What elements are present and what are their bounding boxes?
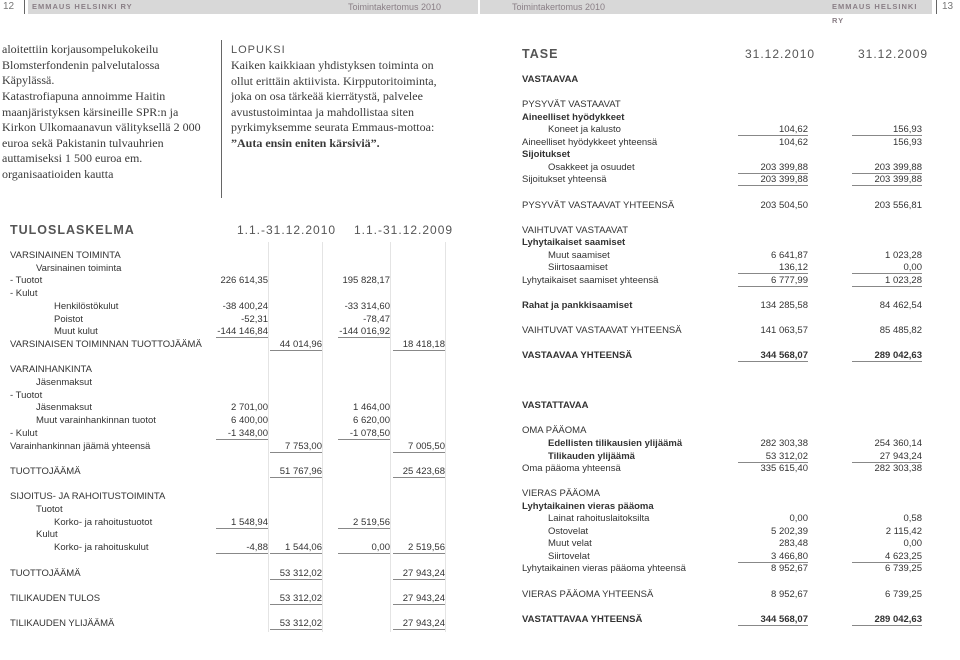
income-row-value: 7 753,00	[270, 441, 322, 453]
balance-title: TASE	[522, 47, 559, 61]
income-row-value: 2 519,56	[338, 517, 390, 529]
balance-row-label: VASTAAVAA	[522, 74, 579, 85]
balance-row-label: Rahat ja pankkisaamiset	[522, 299, 633, 311]
intro-paragraph-2: Katastrofiapuna annoimme Haitin maanjäristyksen kärsineille SPR:n ja Kirkon Ulkomaanavun välityksellä 2 000 euroa sekä Pakistanin tulvauhrien auttamiseksi 1 500 euroa em. organisaatioiden kautta	[2, 89, 201, 181]
balance-row-value-2009: 289 042,63	[852, 614, 922, 626]
income-row-label: VARSINAINEN TOIMINTA	[10, 250, 121, 261]
income-row-value: 27 943,24	[393, 568, 445, 580]
income-row-value: -38 400,24	[222, 300, 268, 312]
income-row-label: VARAINHANKINTA	[10, 364, 92, 376]
balance-row-label: Muut saamiset	[548, 249, 610, 261]
income-row-value: 7 005,50	[393, 441, 445, 453]
balance-row-value-2010: 141 063,57	[760, 325, 808, 336]
balance-row-label: Lyhytaikainen vieras pääoma yhteensä	[522, 563, 686, 575]
balance-row-value-2009: 6 739,25	[885, 588, 922, 600]
income-grid-line	[322, 242, 323, 632]
income-row-label: Tuotot	[36, 504, 63, 515]
income-row-value: -4,88	[216, 542, 268, 554]
income-row-label: - Kulut	[10, 288, 38, 300]
balance-row-value-2010: 283,48	[778, 538, 808, 550]
income-row-value: -144 016,92	[339, 326, 390, 338]
income-row-label: SIJOITUS- JA RAHOITUSTOIMINTA	[10, 491, 166, 503]
income-row-value: -33 314,60	[344, 300, 390, 312]
income-row-value: 27 943,24	[393, 618, 445, 630]
balance-row-label: PYSYVÄT VASTAAVAT	[522, 99, 621, 111]
income-row-label: - Tuotot	[10, 275, 43, 287]
balance-row-value-2009: 85 485,82	[879, 325, 922, 336]
right-header-title: Toimintakertomus 2010	[512, 2, 606, 12]
income-grid-line	[390, 242, 391, 632]
income-row-label: Henkilöstökulut	[54, 300, 119, 312]
balance-row-value-2009: 1 023,28	[885, 249, 922, 261]
balance-row-label: OMA PÄÄOMA	[522, 425, 587, 437]
balance-row-value-2009: 0,00	[903, 538, 922, 550]
balance-row-value-2010: 136,12	[738, 262, 808, 274]
balance-row-value-2009: 203 399,88	[852, 174, 922, 186]
right-page-number: 13	[942, 1, 954, 12]
income-title: TULOSLASKELMA	[10, 223, 135, 237]
income-row-value: 0,00	[338, 542, 390, 554]
page-number-separator	[24, 0, 25, 14]
income-row-label: Muut kulut	[54, 326, 98, 338]
balance-row-value-2010: 5 202,39	[771, 525, 808, 537]
income-row-label: Korko- ja rahoitustuotot	[54, 516, 153, 528]
balance-row-label: Sijoitukset yhteensä	[522, 174, 607, 186]
balance-row-label: Lainat rahoituslaitoksilta	[548, 513, 650, 525]
income-grid-line	[445, 242, 446, 632]
balance-row-label: VASTAAVAA YHTEENSÄ	[522, 350, 633, 362]
balance-row-label: Lyhytaikainen vieras pääoma	[522, 500, 654, 512]
balance-row-label: Aineelliset hyödykkeet yhteensä	[522, 136, 658, 148]
income-row-value: 1 548,94	[216, 517, 268, 529]
left-page-number: 12	[3, 1, 15, 12]
income-grid-line	[268, 242, 269, 632]
balance-row-value-2010: 8 952,67	[771, 563, 808, 575]
income-row-value: -78,47	[363, 313, 390, 325]
balance-row-value-2009: 0,00	[852, 262, 922, 274]
column-divider	[221, 40, 222, 198]
balance-row-label: Ostovelat	[548, 525, 589, 537]
income-row-label: Poistot	[54, 313, 84, 325]
balance-row-value-2010: 53 312,02	[738, 451, 808, 463]
balance-row-label: Sijoitukset	[522, 149, 571, 161]
income-row-label: TILIKAUDEN YLIJÄÄMÄ	[10, 618, 115, 630]
income-row-label: TUOTTOJÄÄMÄ	[10, 567, 81, 579]
balance-row-value-2009: 4 623,25	[852, 551, 922, 563]
income-row-value: 53 312,02	[270, 618, 322, 630]
income-row-value: 1 464,00	[353, 402, 390, 414]
income-row-value: 6 620,00	[353, 415, 390, 427]
left-header-brand: EMMAUS HELSINKI RY	[32, 2, 133, 11]
income-row-label: TILIKAUDEN TULOS	[10, 592, 101, 604]
balance-row-value-2010: 344 568,07	[738, 350, 808, 362]
balance-row-label: VIERAS PÄÄOMA	[522, 488, 601, 500]
closing-body: Kaiken kaikkiaan yhdistyksen toiminta on ollut erittäin aktiivista. Kirpputoritoiminta, joka on osa tärkeää kierrätystä, palvelee avustustoimintaa ja mahdollistaa siten pyrkimyksemme seurata Emmaus-mottoa:	[231, 58, 437, 135]
income-row-label: Jäsenmaksut	[36, 402, 92, 414]
balance-row-label: Koneet ja kalusto	[548, 124, 621, 136]
balance-row-value-2010: 203 504,50	[760, 199, 808, 211]
closing-motto: ”Auta ensin eniten kärsiviä”.	[231, 135, 380, 150]
balance-row-value-2009: 6 739,25	[885, 563, 922, 575]
balance-row-value-2009: 27 943,24	[852, 451, 922, 463]
balance-row-value-2010: 134 285,58	[760, 299, 808, 311]
income-col-2009: 1.1.-31.12.2009	[354, 223, 454, 237]
balance-row-label: Oma pääoma yhteensä	[522, 463, 621, 475]
balance-row-value-2010: 104,62	[778, 136, 808, 148]
income-row-value: 2 519,56	[393, 542, 445, 554]
income-row-value: 53 312,02	[270, 568, 322, 580]
income-row-value: -52,31	[241, 313, 268, 325]
balance-row-value-2010: 0,00	[789, 513, 808, 525]
balance-row-label: Edellisten tilikausien ylijäämä	[548, 437, 683, 449]
balance-row-label: Lyhytaikaiset saamiset yhteensä	[522, 274, 659, 286]
balance-row-value-2009: 156,93	[852, 124, 922, 136]
balance-row-value-2009: 84 462,54	[879, 299, 922, 311]
income-row-label: Varainhankinnan jäämä yhteensä	[10, 440, 151, 452]
balance-row-value-2010: 6 777,99	[738, 275, 808, 287]
closing-text	[231, 58, 445, 152]
balance-row-value-2009: 2 115,42	[885, 525, 922, 537]
income-row-value: 1 544,06	[270, 542, 322, 554]
closing-heading: LOPUKSI	[231, 44, 286, 56]
income-row-label: Korko- ja rahoituskulut	[54, 542, 149, 554]
income-row-value: 226 614,35	[220, 275, 268, 287]
balance-row-value-2009: 203 399,88	[852, 162, 922, 174]
income-row-label: - Tuotot	[10, 389, 43, 401]
income-row-label: Varsinainen toiminta	[36, 262, 122, 274]
balance-row-value-2009: 289 042,63	[852, 350, 922, 362]
income-row-value: 6 400,00	[231, 415, 268, 427]
left-header-title: Toimintakertomus 2010	[348, 2, 442, 12]
income-row-label: TUOTTOJÄÄMÄ	[10, 465, 81, 477]
balance-row-label: VIERAS PÄÄOMA YHTEENSÄ	[522, 588, 654, 600]
balance-row-label: VASTATTAVAA	[522, 400, 589, 412]
income-row-label: Jäsenmaksut	[36, 377, 92, 388]
income-row-value: -1 078,50	[338, 428, 390, 440]
balance-row-label: Tilikauden ylijäämä	[548, 450, 635, 462]
balance-row-label: Aineelliset hyödykkeet	[522, 111, 625, 123]
income-row-value: -144 146,84	[217, 326, 268, 338]
income-row-value: 25 423,68	[393, 466, 445, 478]
income-row-value: -1 348,00	[216, 428, 268, 440]
balance-row-value-2009: 282 303,38	[874, 463, 922, 475]
balance-row-value-2009: 0,58	[903, 513, 922, 525]
balance-row-value-2010: 344 568,07	[738, 614, 808, 626]
balance-row-value-2010: 8 952,67	[771, 588, 808, 600]
income-col-2010: 1.1.-31.12.2010	[237, 223, 337, 237]
income-row-label: Muut varainhankinnan tuotot	[36, 415, 156, 427]
balance-row-value-2010: 203 399,88	[738, 174, 808, 186]
balance-row-label: Muut velat	[548, 538, 592, 550]
balance-row-value-2009: 156,93	[892, 136, 922, 148]
balance-row-value-2009: 203 556,81	[874, 199, 922, 211]
balance-row-label: Lyhytaikaiset saamiset	[522, 237, 626, 249]
intro-paragraph-1: aloitettiin korjausompelukokeilu Blomsterfondenin palvelutalossa Käpylässä.	[2, 42, 160, 88]
balance-row-value-2010: 203 399,88	[738, 162, 808, 174]
balance-row-label: VAIHTUVAT VASTAAVAT	[522, 224, 629, 236]
income-row-value: 195 828,17	[342, 275, 390, 287]
balance-row-value-2009: 254 360,14	[874, 437, 922, 449]
income-row-value: 27 943,24	[393, 593, 445, 605]
balance-row-value-2010: 282 303,38	[760, 437, 808, 449]
balance-row-value-2010: 335 615,40	[760, 463, 808, 475]
left-header-bar	[28, 0, 478, 14]
balance-row-label: Siirtovelat	[548, 550, 590, 562]
balance-col-2009: 31.12.2009	[858, 47, 929, 61]
income-row-label: VARSINAISEN TOIMINNAN TUOTTOJÄÄMÄ	[10, 338, 202, 350]
balance-row-value-2010: 6 641,87	[771, 249, 808, 261]
balance-row-label: Siirtosaamiset	[548, 262, 608, 274]
income-row-value: 53 312,02	[270, 593, 322, 605]
balance-row-value-2009: 1 023,28	[852, 275, 922, 287]
income-row-value: 2 701,00	[231, 402, 268, 414]
balance-row-label: VASTATTAVAA YHTEENSÄ	[522, 613, 643, 625]
balance-row-value-2010: 3 466,80	[738, 551, 808, 563]
income-row-value: 51 767,96	[270, 466, 322, 478]
balance-row-label: VAIHTUVAT VASTAAVAT YHTEENSÄ	[522, 325, 682, 336]
balance-row-label: PYSYVÄT VASTAAVAT YHTEENSÄ	[522, 199, 675, 211]
balance-col-2010: 31.12.2010	[745, 47, 816, 61]
income-row-label: Kulut	[36, 529, 58, 541]
right-header-brand: EMMAUS HELSINKI RY	[832, 2, 918, 25]
income-row-value: 44 014,96	[270, 339, 322, 351]
page-number-separator-right	[936, 0, 937, 14]
balance-row-label: Osakkeet ja osuudet	[548, 161, 635, 173]
income-row-label: - Kulut	[10, 427, 38, 439]
income-row-value: 18 418,18	[393, 339, 445, 351]
balance-row-value-2010: 104,62	[738, 124, 808, 136]
right-header-bar	[480, 0, 932, 25]
